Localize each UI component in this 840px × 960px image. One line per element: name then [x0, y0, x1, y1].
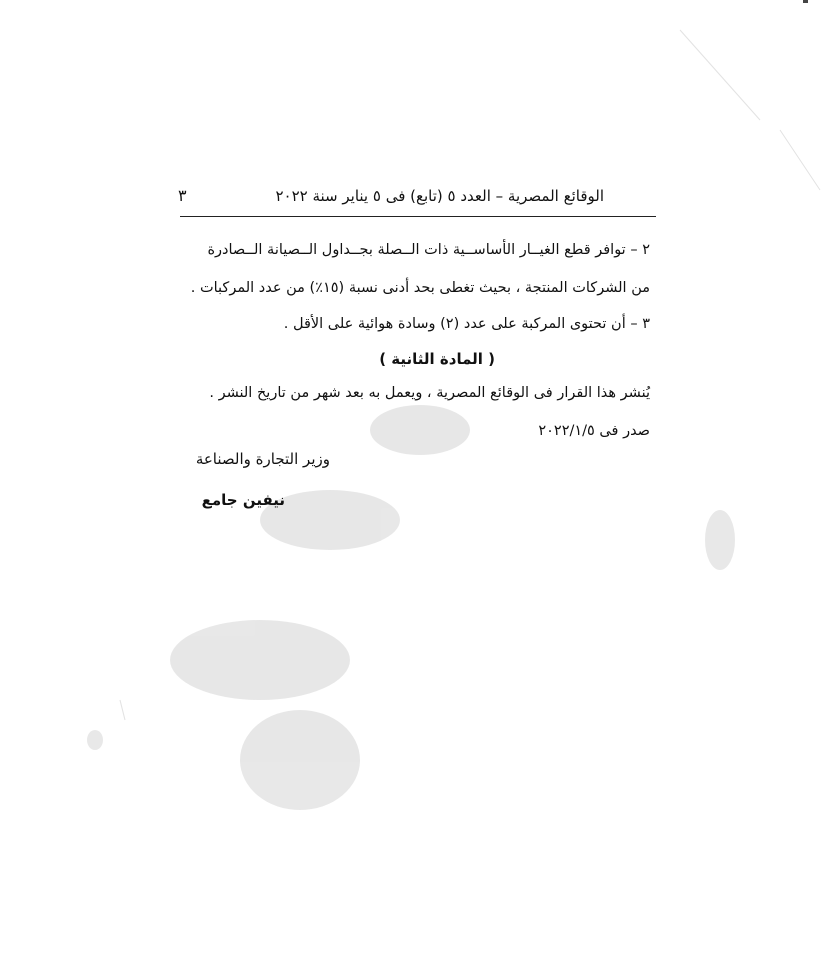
list-item-2-line-1: ٢ – توافر قطع الغيــار الأساســية ذات الــصلة بجــداول الــصيانة الــصادرة — [207, 242, 650, 258]
minister-title: وزير التجارة والصناعة — [195, 450, 330, 468]
stray-mark — [803, 0, 808, 3]
issue-date: صدر فى ٢٠٢٢/١/٥ — [538, 423, 650, 439]
list-item-2-line-2: من الشركات المنتجة ، بحيث تغطى بحد أدنى نسبة (١٥٪) من عدد المركبات . — [190, 280, 650, 296]
publication-clause: يُنشر هذا القرار فى الوقائع المصرية ، ويعمل به بعد شهر من تاريخ النشر . — [209, 385, 650, 401]
header-title: الوقائع المصرية – العدد ٥ (تابع) فى ٥ يناير سنة ٢٠٢٢ — [275, 187, 604, 205]
article-heading: ( المادة الثانية ) — [379, 350, 495, 368]
list-item-3: ٣ – أن تحتوى المركبة على عدد (٢) وسادة هوائية على الأقل . — [283, 316, 650, 332]
signature-name: نيفين جامع — [201, 491, 285, 509]
header-rule — [180, 216, 656, 217]
page-number: ٣ — [178, 186, 187, 205]
